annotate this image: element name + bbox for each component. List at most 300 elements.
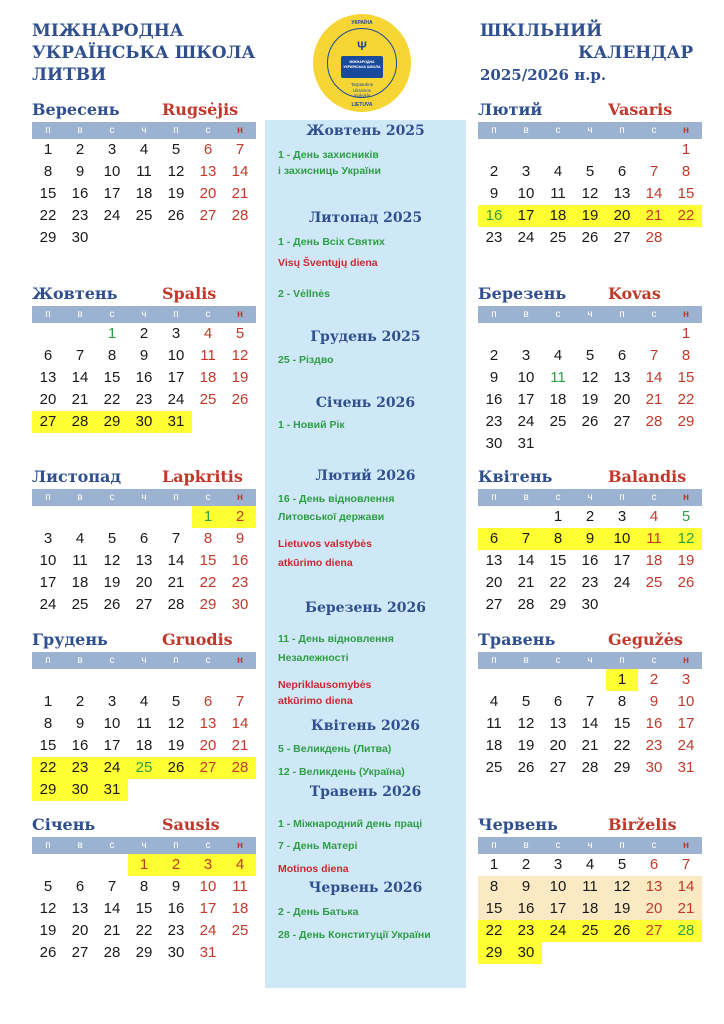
month-may: [478, 630, 702, 779]
month-name-lt: Spalis: [162, 284, 217, 303]
day-cell: 15: [549, 552, 567, 569]
day-cell: 28: [224, 757, 256, 779]
week-row: [478, 227, 702, 249]
week-row: [32, 506, 256, 528]
day-cell: 1: [128, 854, 160, 876]
day-cell: 25: [549, 229, 567, 246]
day-cell: 26: [39, 944, 57, 961]
weekday-label: с: [651, 309, 657, 320]
day-cell: 16: [167, 900, 185, 917]
day-cell: 7: [510, 528, 542, 550]
day-cell: 6: [617, 163, 627, 180]
day-cell: 6: [43, 347, 53, 364]
weekday-label: в: [523, 840, 529, 851]
day-cell: 19: [517, 737, 535, 754]
day-cell: 6: [478, 528, 510, 550]
day-cell: 13: [135, 552, 153, 569]
day-cell: 8: [43, 715, 53, 732]
weekday-bar: [32, 652, 256, 669]
day-cell: 15: [199, 552, 217, 569]
month-header: [478, 467, 702, 487]
day-cell: 31: [517, 435, 535, 452]
month-name-ua: Травень: [478, 630, 556, 649]
day-cell: 10: [39, 552, 57, 569]
day-cell: 22: [549, 574, 567, 591]
day-cell: 24: [517, 413, 535, 430]
day-cell: 17: [542, 898, 574, 920]
day-cell: 10: [542, 876, 574, 898]
day-cell: 17: [39, 574, 57, 591]
day-cell: [638, 942, 670, 964]
holiday-month-heading: Грудень 2025: [310, 329, 421, 345]
day-cell: 7: [107, 878, 117, 895]
holiday-entry-ua: Незалежності: [278, 652, 349, 664]
month-header: [32, 467, 256, 487]
month-name-ua: Січень: [32, 815, 96, 834]
day-cell: 30: [581, 596, 599, 613]
holiday-entry-ua: 1 - День захисників: [278, 149, 379, 161]
day-cell: 16: [485, 391, 503, 408]
day-cell: [160, 779, 192, 801]
day-cell: 15: [103, 369, 121, 386]
day-cell: 25: [485, 759, 503, 776]
weekday-label: п: [491, 840, 497, 851]
day-cell: 12: [167, 163, 185, 180]
day-cell: 21: [167, 574, 185, 591]
month-name-lt: Gruodis: [162, 630, 233, 649]
day-cell: [478, 139, 510, 161]
day-cell: 2: [75, 141, 85, 158]
day-cell: 13: [199, 715, 217, 732]
holiday-month-heading: Лютий 2026: [315, 468, 416, 484]
weekday-label: с: [109, 492, 115, 503]
day-cell: 4: [585, 856, 595, 873]
day-cell: 7: [681, 856, 691, 873]
day-cell: 16: [231, 552, 249, 569]
weekday-label: с: [555, 655, 561, 666]
day-cell: 27: [638, 920, 670, 942]
month-name-ua: Вересень: [32, 100, 120, 119]
day-cell: 7: [75, 347, 85, 364]
day-cell: 6: [203, 141, 213, 158]
day-cell: [128, 779, 160, 801]
week-row: [32, 367, 256, 389]
day-cell: 15: [39, 185, 57, 202]
weekday-label: ч: [587, 309, 593, 320]
weekday-label: ч: [587, 492, 593, 503]
logo-lt-line: Ukrainos: [353, 87, 371, 93]
weekday-label: в: [523, 492, 529, 503]
weekday-label: п: [45, 125, 51, 136]
day-cell: [478, 506, 510, 528]
day-cell: 1: [553, 508, 563, 525]
day-cell: [574, 433, 606, 455]
holiday-month-heading: Червень 2026: [308, 880, 423, 896]
weekday-label: с: [205, 655, 211, 666]
holiday-month-heading: Січень 2026: [315, 395, 416, 411]
day-cell: 21: [231, 737, 249, 754]
day-cell: 9: [171, 878, 181, 895]
day-cell: 11: [550, 185, 566, 202]
day-cell: 18: [645, 552, 663, 569]
weekday-label: с: [109, 309, 115, 320]
day-cell: 9: [649, 693, 659, 710]
week-row: [478, 572, 702, 594]
day-cell: [510, 506, 542, 528]
day-cell: 23: [167, 922, 185, 939]
day-cell: [670, 942, 702, 964]
holiday-month-heading: Березень 2026: [305, 600, 426, 616]
day-cell: 1: [192, 506, 224, 528]
day-cell: [32, 669, 64, 691]
day-cell: 25: [71, 596, 89, 613]
day-cell: 25: [199, 391, 217, 408]
day-cell: 27: [485, 596, 503, 613]
day-cell: 18: [199, 369, 217, 386]
day-cell: 9: [75, 163, 85, 180]
day-cell: 16: [645, 715, 663, 732]
day-cell: 14: [71, 369, 89, 386]
day-cell: 9: [139, 347, 149, 364]
day-cell: 18: [231, 900, 249, 917]
day-cell: 26: [581, 229, 599, 246]
day-cell: [192, 227, 224, 249]
day-cell: 24: [677, 737, 695, 754]
day-cell: 23: [510, 920, 542, 942]
weekday-label: с: [651, 840, 657, 851]
day-cell: 25: [231, 922, 249, 939]
weekday-label: ч: [141, 125, 147, 136]
month-name-ua: Березень: [478, 284, 567, 303]
day-cell: [574, 323, 606, 345]
logo-book-line: МІЖНАРОДНА: [349, 60, 375, 64]
day-cell: 28: [64, 411, 96, 433]
weekday-label: п: [173, 655, 179, 666]
day-cell: 13: [549, 715, 567, 732]
weekday-label: с: [651, 125, 657, 136]
week-row: [32, 205, 256, 227]
day-cell: [574, 669, 606, 691]
week-row: [478, 594, 702, 616]
weekday-label: п: [45, 655, 51, 666]
day-cell: 8: [107, 347, 117, 364]
day-cell: 18: [574, 898, 606, 920]
week-row: [478, 898, 702, 920]
week-row: [478, 669, 702, 691]
day-cell: 5: [617, 856, 627, 873]
weekday-label: п: [173, 840, 179, 851]
day-cell: 4: [203, 325, 213, 342]
month-name-ua: Лютий: [478, 100, 543, 119]
day-cell: 20: [135, 574, 153, 591]
day-cell: [32, 323, 64, 345]
day-cell: 25: [549, 413, 567, 430]
day-cell: [670, 227, 702, 249]
day-cell: 31: [96, 779, 128, 801]
weekday-label: с: [555, 125, 561, 136]
day-cell: 21: [517, 574, 535, 591]
weekday-label: н: [236, 655, 244, 666]
day-cell: 11: [136, 715, 152, 732]
day-cell: 24: [542, 920, 574, 942]
day-cell: 11: [486, 715, 502, 732]
weekday-label: ч: [587, 840, 593, 851]
holiday-entry-ua: 16 - День відновлення: [278, 493, 395, 505]
day-cell: 29: [677, 413, 695, 430]
day-cell: 9: [574, 528, 606, 550]
day-cell: 3: [171, 325, 181, 342]
day-cell: 8: [542, 528, 574, 550]
weekday-bar: [32, 306, 256, 323]
day-cell: 2: [160, 854, 192, 876]
week-row: [478, 411, 702, 433]
day-cell: 22: [135, 922, 153, 939]
day-cell: 4: [75, 530, 85, 547]
weekday-bar: [478, 652, 702, 669]
day-cell: 16: [71, 737, 89, 754]
day-cell: [32, 506, 64, 528]
day-cell: 7: [171, 530, 181, 547]
weekday-label: в: [523, 309, 529, 320]
school-name-line: МІЖНАРОДНА: [32, 21, 184, 41]
day-cell: [670, 433, 702, 455]
day-cell: 3: [192, 854, 224, 876]
holidays-panel: [265, 120, 466, 988]
calendar-title-line: КАЛЕНДАР: [578, 43, 694, 63]
weekday-label: п: [45, 492, 51, 503]
day-cell: 2: [489, 347, 499, 364]
weekday-label: п: [491, 492, 497, 503]
day-cell: 11: [200, 347, 216, 364]
holiday-entry-ua: і захисниць України: [278, 165, 381, 177]
day-cell: 19: [103, 574, 121, 591]
day-cell: 4: [139, 141, 149, 158]
weekday-label: п: [619, 492, 625, 503]
day-cell: 27: [549, 759, 567, 776]
weekday-label: п: [619, 840, 625, 851]
day-cell: 29: [613, 759, 631, 776]
day-cell: 25: [645, 574, 663, 591]
day-cell: 12: [606, 876, 638, 898]
day-cell: 2: [585, 508, 595, 525]
weekday-label: н: [682, 840, 690, 851]
day-cell: 8: [681, 163, 691, 180]
day-cell: 5: [171, 141, 181, 158]
day-cell: 13: [39, 369, 57, 386]
day-cell: 9: [75, 715, 85, 732]
day-cell: 14: [517, 552, 535, 569]
month-feb: [478, 100, 702, 249]
month-header: [32, 100, 256, 120]
day-cell: 6: [139, 530, 149, 547]
weekday-label: с: [555, 309, 561, 320]
weekday-label: н: [682, 492, 690, 503]
day-cell: [638, 323, 670, 345]
week-row: [478, 161, 702, 183]
day-cell: 30: [645, 759, 663, 776]
weekday-label: ч: [141, 492, 147, 503]
day-cell: [160, 227, 192, 249]
day-cell: 30: [167, 944, 185, 961]
weekday-label: ч: [587, 125, 593, 136]
day-cell: [542, 139, 574, 161]
day-cell: 19: [606, 898, 638, 920]
day-cell: [542, 323, 574, 345]
day-cell: [638, 594, 670, 616]
day-cell: [32, 854, 64, 876]
day-cell: 12: [670, 528, 702, 550]
day-cell: [224, 779, 256, 801]
month-header: [478, 630, 702, 650]
weekday-label: п: [173, 309, 179, 320]
month-name-ua: Квітень: [478, 467, 553, 486]
day-cell: 21: [103, 922, 121, 939]
weekday-label: с: [205, 309, 211, 320]
week-row: [32, 757, 256, 779]
month-header: [478, 100, 702, 120]
month-apr: [478, 467, 702, 616]
day-cell: 26: [517, 759, 535, 776]
day-cell: 14: [167, 552, 185, 569]
holiday-month-heading: Квітень 2026: [311, 718, 420, 734]
day-cell: 5: [521, 693, 531, 710]
day-cell: 15: [677, 369, 695, 386]
day-cell: 15: [39, 737, 57, 754]
day-cell: [574, 139, 606, 161]
day-cell: 3: [681, 671, 691, 688]
day-cell: 20: [485, 574, 503, 591]
day-cell: [638, 433, 670, 455]
day-cell: 18: [549, 391, 567, 408]
weekday-label: в: [77, 840, 83, 851]
day-cell: 18: [485, 737, 503, 754]
day-cell: 17: [167, 369, 185, 386]
day-cell: [160, 506, 192, 528]
day-cell: 26: [677, 574, 695, 591]
weekday-label: с: [109, 125, 115, 136]
day-cell: [224, 669, 256, 691]
weekday-label: в: [77, 492, 83, 503]
calendar-title-line: ШКІЛЬНИЙ: [480, 21, 603, 41]
month-header: [478, 284, 702, 304]
day-cell: [542, 669, 574, 691]
day-cell: 23: [645, 737, 663, 754]
day-cell: 29: [549, 596, 567, 613]
day-cell: 23: [135, 391, 153, 408]
holiday-entry-ua: 1 - День Всіх Святих: [278, 236, 385, 248]
month-name-lt: Kovas: [608, 284, 661, 303]
weekday-label: с: [205, 492, 211, 503]
day-cell: 2: [75, 693, 85, 710]
week-row: [32, 389, 256, 411]
week-row: [478, 345, 702, 367]
day-cell: [96, 854, 128, 876]
day-cell: 27: [613, 229, 631, 246]
weekday-label: п: [619, 125, 625, 136]
day-cell: 11: [574, 876, 606, 898]
week-row: [478, 205, 702, 227]
logo-bottom-text: LIETUVA: [351, 102, 373, 108]
day-cell: [64, 323, 96, 345]
weekday-label: н: [236, 492, 244, 503]
day-cell: 18: [135, 737, 153, 754]
weekday-label: с: [651, 655, 657, 666]
month-name-lt: Balandis: [608, 467, 687, 486]
day-cell: 15: [677, 185, 695, 202]
calendar-title: [480, 20, 700, 86]
day-cell: 14: [645, 369, 663, 386]
day-cell: 30: [231, 596, 249, 613]
day-cell: 24: [199, 922, 217, 939]
week-row: [478, 757, 702, 779]
month-header: [32, 815, 256, 835]
day-cell: 14: [581, 715, 599, 732]
day-cell: 19: [677, 552, 695, 569]
weekday-label: ч: [141, 655, 147, 666]
day-cell: 3: [617, 508, 627, 525]
month-name-ua: Жовтень: [32, 284, 118, 303]
day-cell: 20: [606, 205, 638, 227]
day-cell: 26: [160, 757, 192, 779]
day-cell: 16: [135, 369, 153, 386]
day-cell: 14: [670, 876, 702, 898]
day-cell: 31: [160, 411, 192, 433]
week-row: [32, 594, 256, 616]
weekday-label: с: [555, 840, 561, 851]
school-name-line: УКРАЇНСЬКА ШКОЛА: [32, 43, 256, 63]
day-cell: 4: [224, 854, 256, 876]
day-cell: [670, 594, 702, 616]
weekday-label: п: [45, 840, 51, 851]
weekday-bar: [478, 837, 702, 854]
month-oct: [32, 284, 256, 433]
weekday-label: п: [173, 492, 179, 503]
weekday-label: п: [491, 655, 497, 666]
day-cell: 25: [574, 920, 606, 942]
day-cell: 21: [581, 737, 599, 754]
weekday-label: н: [682, 309, 690, 320]
day-cell: [478, 323, 510, 345]
day-cell: 30: [71, 229, 89, 246]
day-cell: 17: [103, 185, 121, 202]
week-row: [32, 854, 256, 876]
month-header: [32, 630, 256, 650]
weekday-label: ч: [141, 309, 147, 320]
holiday-entry-ua: 7 - День Матері: [278, 840, 358, 852]
day-cell: 9: [510, 876, 542, 898]
holiday-entry-ua: 2 - Vėllnės: [278, 288, 330, 300]
week-row: [32, 898, 256, 920]
day-cell: 6: [553, 693, 563, 710]
week-row: [32, 411, 256, 433]
month-name-ua: Грудень: [32, 630, 108, 649]
day-cell: [510, 669, 542, 691]
day-cell: 4: [553, 347, 563, 364]
day-cell: 6: [649, 856, 659, 873]
week-row: [32, 345, 256, 367]
day-cell: 10: [103, 715, 121, 732]
weekday-label: с: [205, 125, 211, 136]
day-cell: 12: [167, 715, 185, 732]
day-cell: 2: [139, 325, 149, 342]
day-cell: 29: [135, 944, 153, 961]
day-cell: 29: [39, 229, 57, 246]
holiday-entry-lt: atkūrimo diena: [278, 557, 353, 569]
day-cell: 13: [199, 163, 217, 180]
day-cell: 21: [231, 185, 249, 202]
day-cell: 22: [478, 920, 510, 942]
week-row: [478, 389, 702, 411]
